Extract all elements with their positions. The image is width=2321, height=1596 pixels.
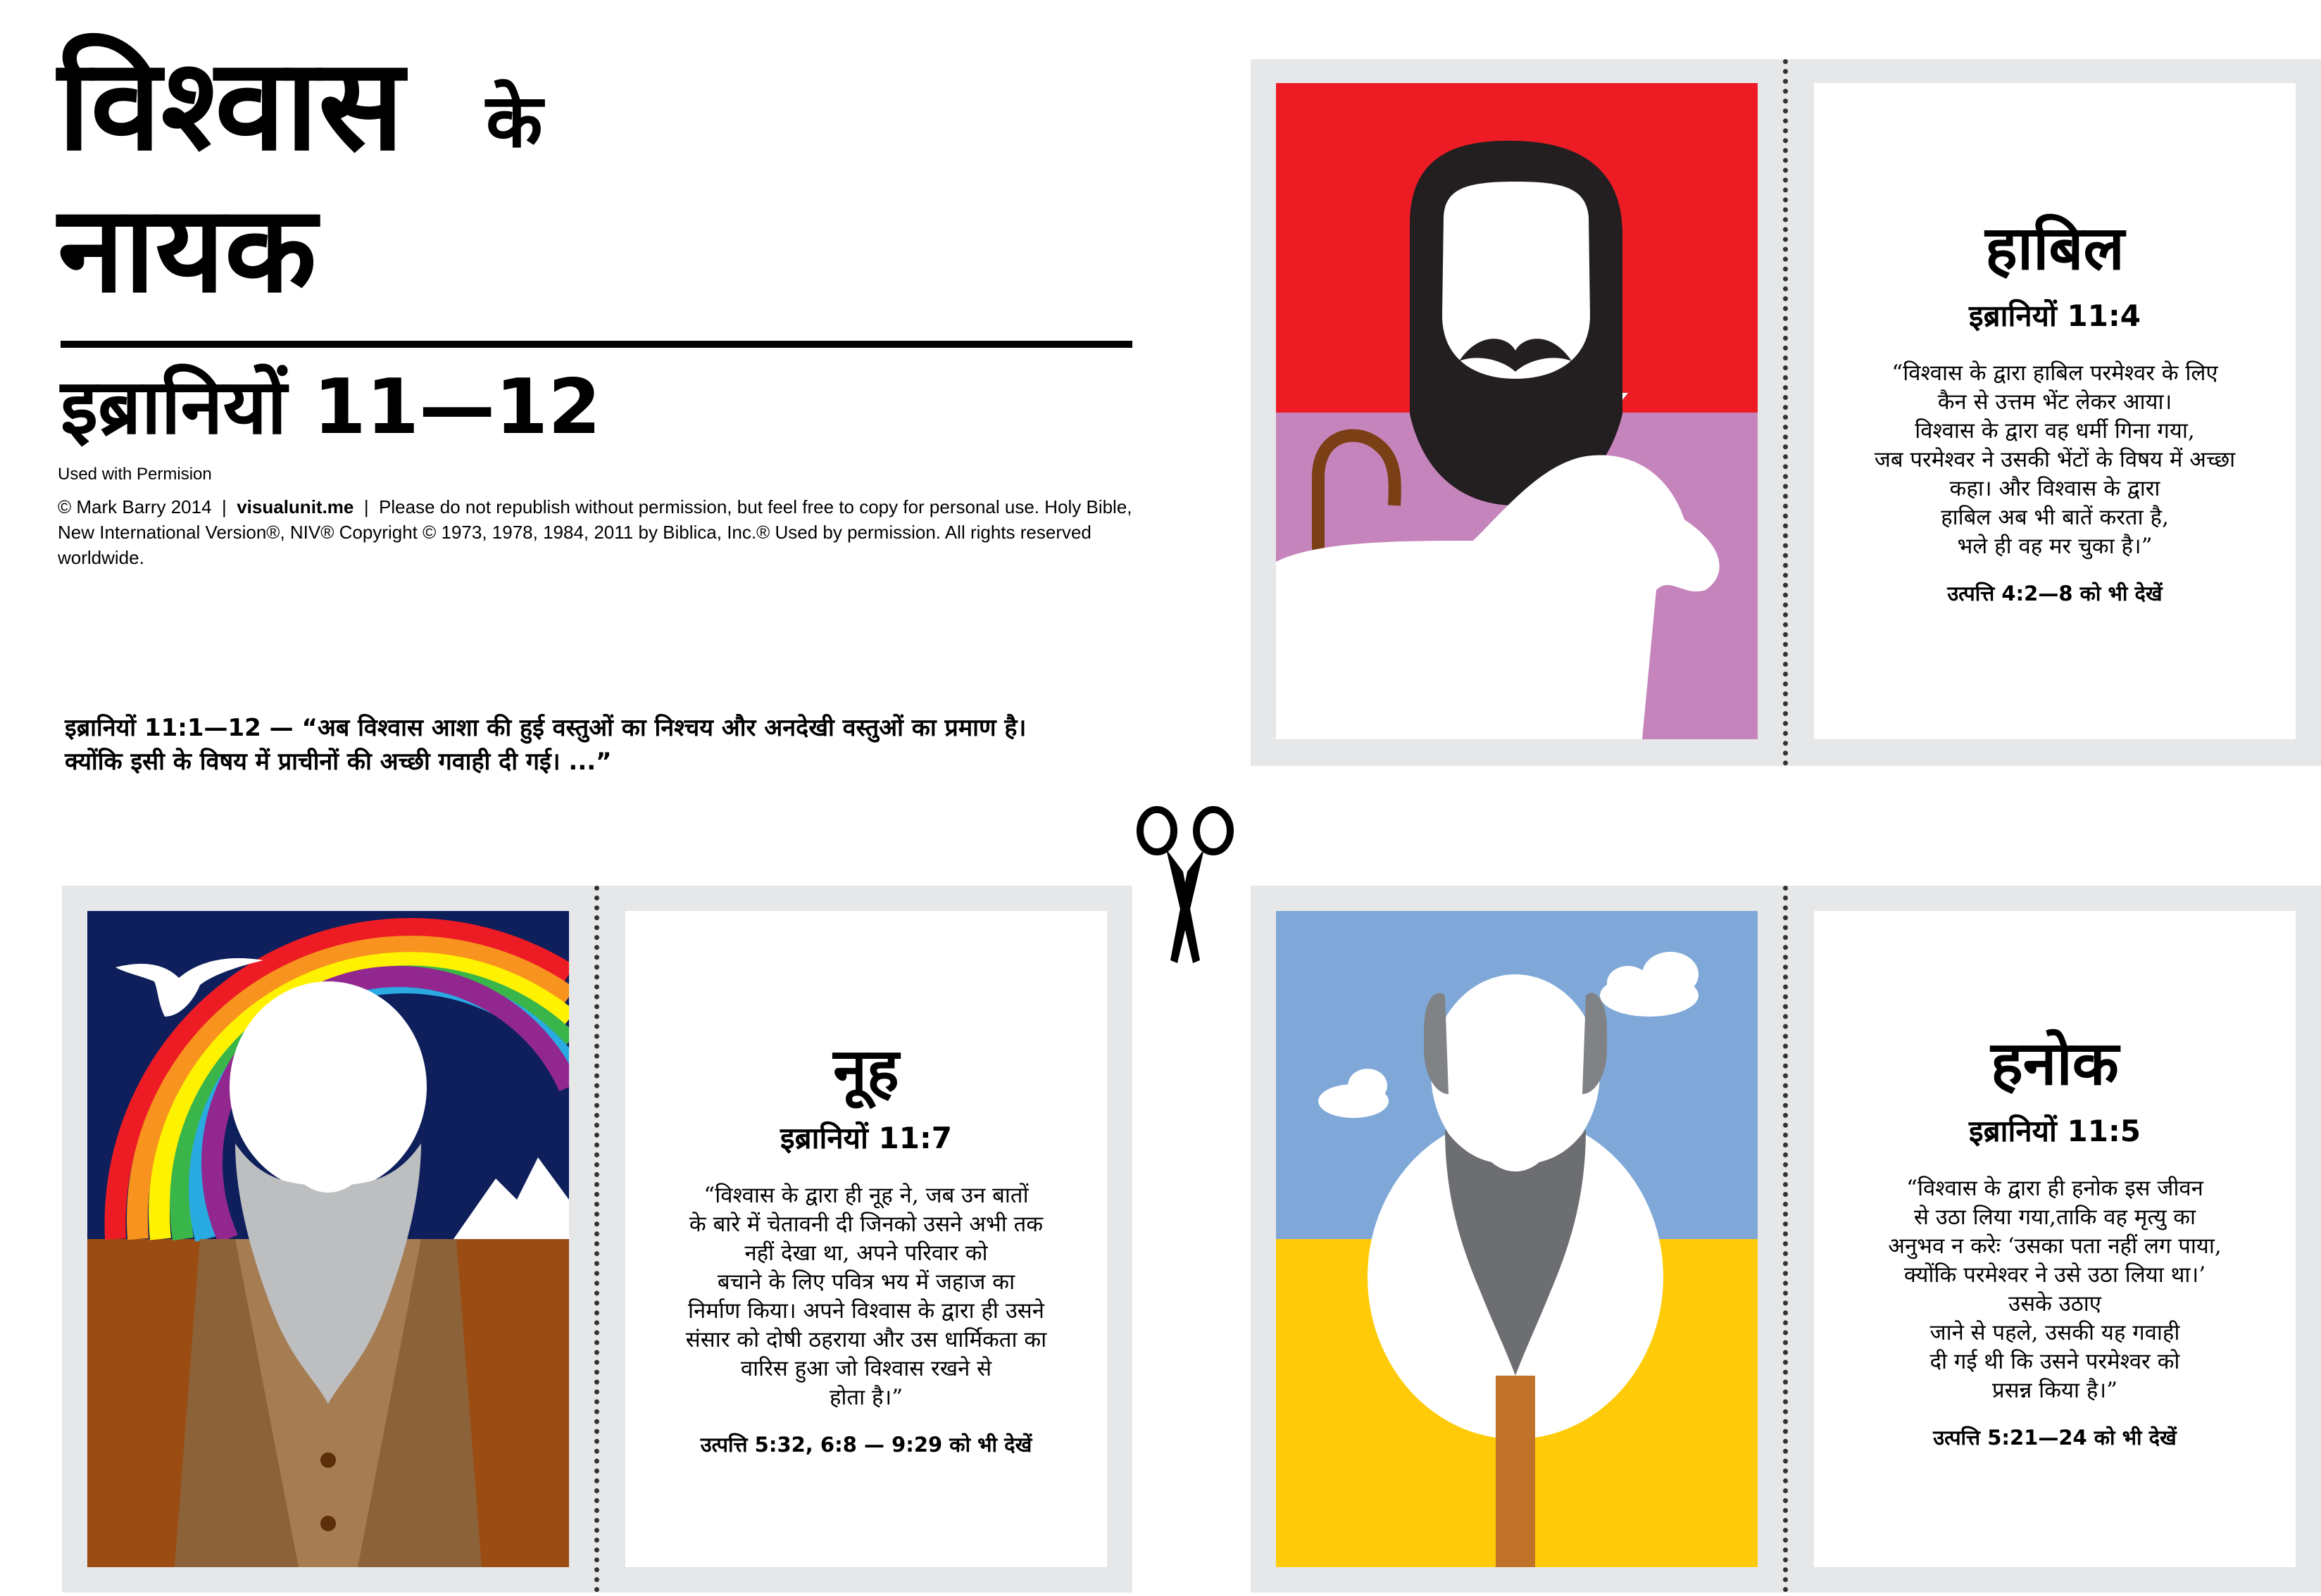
enoch-name: हनोक bbox=[1991, 1029, 2119, 1099]
copyright-site-link[interactable]: visualunit.me bbox=[237, 496, 354, 517]
noah-name: नूह bbox=[833, 1036, 899, 1106]
intro-reference: इब्रानियों 11:1—12 — bbox=[65, 714, 294, 742]
enoch-illustration bbox=[1276, 911, 1758, 1567]
enoch-reference: इब्रानियों 11:5 bbox=[1969, 1113, 2141, 1148]
abel-see-also: उत्पत्ति 4:2—8 को भी देखें bbox=[1947, 581, 2163, 605]
copyright-notice: © Mark Barry 2014 | visualunit.me | Please do not republish without permission, but feel free to copy for personal use. Holy Bible, New International Version®, NIV® Copyright © 1973, 1978, 1984, 2011 by Biblica, Inc.® Used by permission. All rights reserved worldwide. bbox=[58, 496, 1132, 568]
abel-verse: “विश्वास के द्वारा हाबिल परमेश्वर के लिए कैन से उत्तम भेंट लेकर आया। विश्वास के द्वारा वह धर्मी गिना गया, जब परमेश्वर ने उसकी भेंटों के विषय में अच्छा कहा। और विश्वास के द्वारा हाबिल अब भी बातें करता है, भले ही वह मर चुका है।” bbox=[1874, 360, 2236, 559]
enoch-text-card bbox=[1814, 911, 2296, 1567]
title-divider bbox=[61, 341, 1132, 348]
scissors-icon bbox=[1132, 801, 1238, 966]
noah-cut-line bbox=[594, 886, 599, 1592]
noah-reference: इब्रानियों 11:7 bbox=[780, 1120, 952, 1155]
noah-see-also: उत्पत्ति 5:32, 6:8 — 9:29 को भी देखें bbox=[700, 1432, 1032, 1457]
enoch-cut-line bbox=[1783, 886, 1788, 1592]
copyright-author: © Mark Barry 2014 bbox=[58, 496, 212, 517]
intro-quote-block bbox=[65, 711, 1051, 779]
abel-cut-line bbox=[1783, 59, 1788, 766]
abel-illustration bbox=[1276, 83, 1758, 739]
intro-quote: “अब विश्वास आशा की हुई वस्तुओं का निश्चय और अनदेखी वस्तुओं का प्रमाण है। क्योंकि इसी के विषय में प्राचीनों की अच्छी गवाही दी गई। ...” bbox=[65, 714, 1027, 776]
enoch-see-also: उत्पत्ति 5:21—24 को भी देखें bbox=[1933, 1425, 2177, 1450]
title-line-2: नायक bbox=[58, 180, 317, 320]
used-with-permission: Used with Permision bbox=[58, 465, 212, 484]
subtitle: इब्रानियों 11—12 bbox=[61, 363, 601, 451]
enoch-verse: “विश्वास के द्वारा ही हनोक इस जीवन से उठा लिया गया,ताकि वह मृत्यु का अनुभव न करेः ‘उसका पता नहीं लग पाया, क्योंकि परमेश्वर ने उसे उठा लिया था।’ उसके उठाए जाने से पहले, उसकी यह गवाही दी गई थी कि उसने परमेश्वर को प्रसन्न किया है।” bbox=[1888, 1175, 2222, 1403]
title-line-1-small: के bbox=[486, 78, 543, 164]
title-line-1: विश्वास bbox=[58, 32, 404, 179]
abel-name: हाबिल bbox=[1985, 213, 2125, 284]
noah-text-card bbox=[625, 911, 1107, 1567]
noah-illustration bbox=[87, 911, 569, 1567]
noah-verse: “विश्वास के द्वारा ही नूह ने, जब उन बातों के बारे में चेतावनी दी जिनको उसने अभी तक नहीं देखा था, अपने परिवार को बचाने के लिए पवित्र भय में जहाज का निर्माण किया। अपने विश्वास के द्वारा ही उसने संसार को दोषी ठहराया और उस धार्मिकता का वारिस हुआ जो विश्वास रखने से होता है।” bbox=[685, 1182, 1047, 1410]
abel-reference: इब्रानियों 11:4 bbox=[1969, 298, 2141, 333]
abel-text-card bbox=[1814, 83, 2296, 739]
copyright-text: Please do not republish without permission, but feel free to copy for personal use. Holy Bible, New International Version®, NIV® Copyright © 1973, 1978, 1984, 2011 by Biblica, Inc.® Used by permission. All rights reserved worldwide. bbox=[58, 496, 1132, 568]
